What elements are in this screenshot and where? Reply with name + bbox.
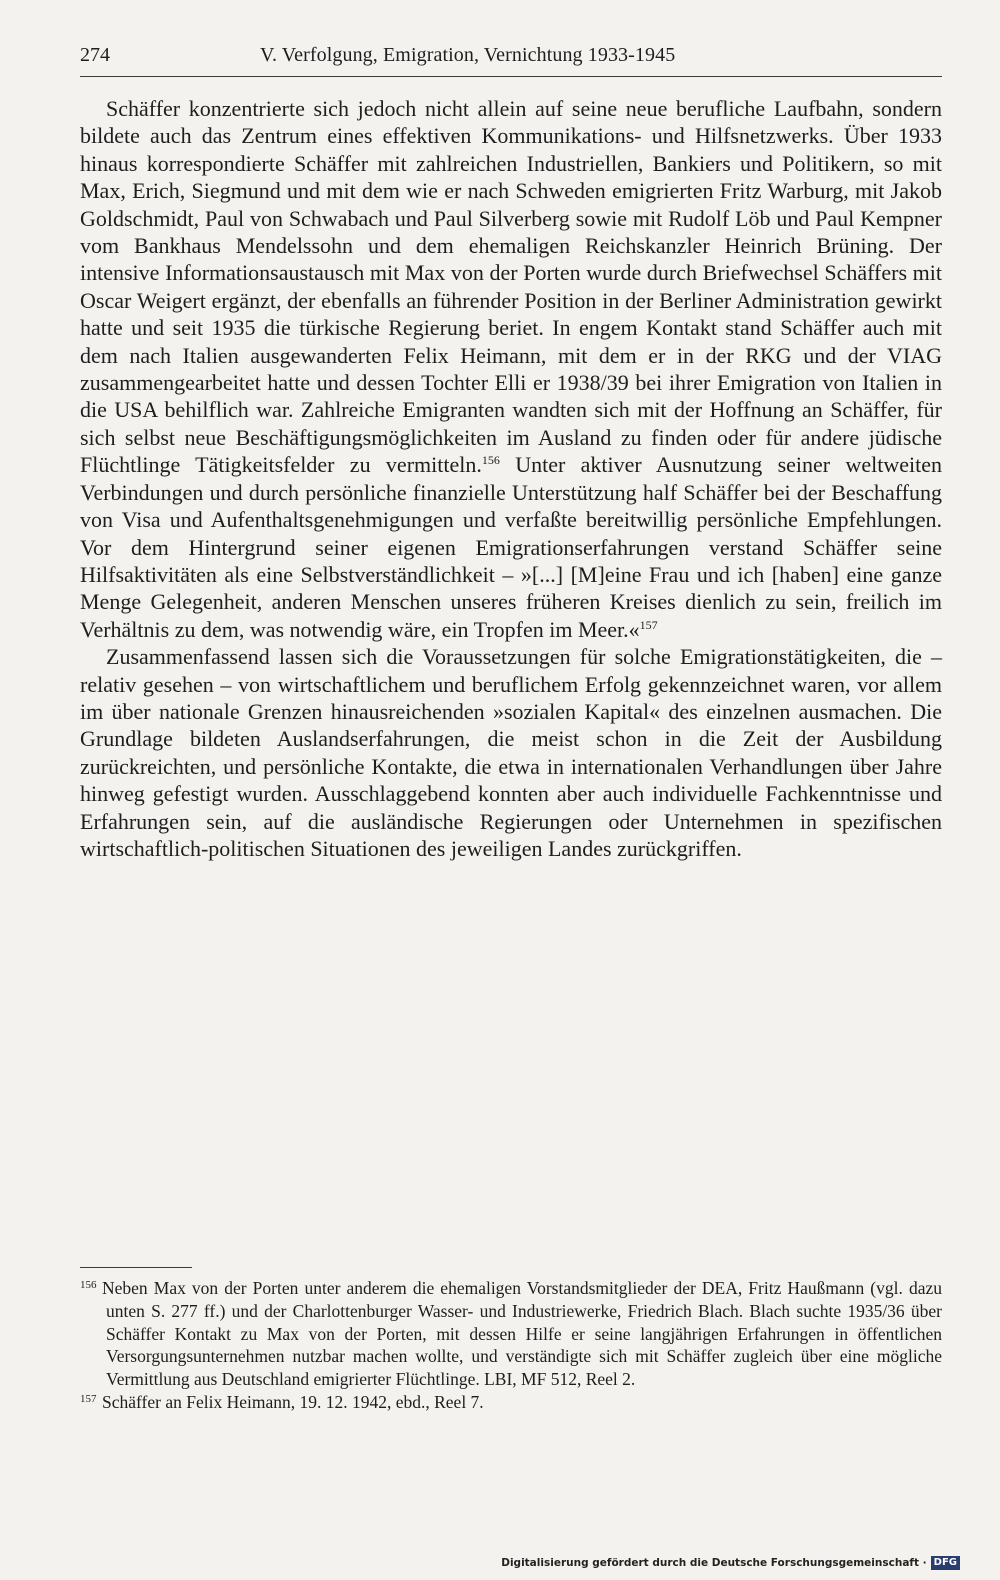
paragraph-text: Schäffer konzentrierte sich jedoch nicht allein auf seine neue berufliche Laufbahn, sondern bildete auch das Zentrum eines effektiven Kommunikations- und Hilfsnetzwerks. Über 1933 hinaus korrespondierte Schäffer mit zahlreichen Industriellen, Bankiers und Politikern, so mit Max, Erich, Siegmund und mit dem wie er nach Schweden emigrierten Fritz Warburg, mit Jakob Goldschmidt, Paul von Schwabach und Paul Silverberg sowie mit Rudolf Löb und Paul Kempner vom Bankhaus Mendelssohn und dem ehemaligen Reichskanzler Heinrich Brüning. Der intensive Informationsaustausch mit Max von der Porten wurde durch Briefwechsel Schäffers mit Oscar Weigert ergänzt, der ebenfalls an führender Position in der Berliner Administration gewirkt hatte und seit 1935 die türkische Regierung beriet. In engem Kontakt stand Schäffer auch mit dem nach Italien ausgewanderten Felix Heimann, mit dem er in der RKG und der VIAG zusammengearbeitet hatte und dessen Tochter Elli er 1938/39 bei ihrer Emigration von Italien in die USA behilflich war. Zahlreiche Emigranten wandten sich mit der Hoffnung an Schäffer, für sich selbst neue Beschäftigungsmöglichkeiten im Ausland zu finden oder für andere jüdische Flüchtlinge Tätigkeitsfelder zu vermitteln. <box>80 96 942 478</box>
footnote-ref[interactable]: 156 <box>481 453 500 468</box>
digitization-credit <box>501 1556 960 1570</box>
paragraph-text: Unter aktiver Ausnutzung seiner weltweiten Verbindungen und durch persönliche finanzielle Unterstützung half Schäffer bei der Beschaffung von Visa und Aufenthaltsgenehmigungen und verfaßte bereitwillig persönliche Empfehlungen. Vor dem Hintergrund seiner eigenen Emigrationserfahrungen verstand Schäffer seine Hilfsaktivitäten als eine Selbstverständlichkeit – »[...] [M]eine Frau und ich [haben] eine ganze Menge Gelegenheit, anderen Menschen unseres früheren Kreises dienlich zu sein, freilich im Verhältnis zu dem, was notwendig wäre, ein Tropfen im Meer.« <box>80 452 942 642</box>
paragraph: Zusammenfassend lassen sich die Voraussetzungen für solche Emigrationstätigkeiten, die – relativ gesehen – von wirtschaftlichem und beruflichem Erfolg gekennzeichnet waren, vor allem im über nationale Grenzen hinausreichenden »sozialen Kapital« des einzelnen ausmachen. Die Grundlage bildeten Auslandserfahrungen, die meist schon in die Zeit der Ausbildung zurückreichten, und persönliche Kontakte, die etwa in internationalen Verhandlungen über Jahre hinweg gefestigt wurden. Ausschlaggebend konnten aber auch individuelle Fachkenntnisse und Erfahrungen sein, auf die ausländische Regierungen oder Unternehmen in spezifischen wirtschaftlich-politischen Situationen des jeweiligen Landes zurückgriffen. <box>80 644 942 861</box>
running-title: V. Verfolgung, Emigration, Vernichtung 1933-1945 <box>260 44 676 66</box>
footnote: 156 Neben Max von der Porten unter anderem die ehemaligen Vorstandsmitglieder der DEA, Fritz Haußmann (vgl. dazu unten S. 277 ff.) und der Charlottenburger Wasser- und Industriewerke, Friedrich Blach. Blach suchte 1935/36 über Schäffer Kontakt zu Max von der Porten, mit dessen Hilfe er seine langjährigen Erfahrungen in öffentlichen Versorgungsunternehmen nutzbar machen wollte, und verständigte sich mit Schäffer zugleich über eine mögliche Vermittlung aus Deutschland emigrierter Flüchtlinge. LBI, MF 512, Reel 2. <box>80 1278 942 1390</box>
footnote-text: Schäffer an Felix Heimann, 19. 12. 1942, ebd., Reel 7. <box>102 1391 484 1412</box>
footnote-text: Neben Max von der Porten unter anderem die ehemaligen Vorstandsmitglieder der DEA, Fritz Haußmann (vgl. dazu unten S. 277 ff.) und der Charlottenburger Wasser- und Industriewerke, Friedrich Blach. Blach suchte 1935/36 über Schäffer Kontakt zu Max von der Porten, mit dessen Hilfe er seine langjährigen Erfahrungen in öffentlichen Versorgungsunternehmen nutzbar machen wollte, und verständigte sich mit Schäffer zugleich über eine mögliche Vermittlung aus Deutschland emigrierter Flüchtlinge. LBI, MF 512, Reel 2. <box>102 1278 942 1390</box>
footnote: 157 Schäffer an Felix Heimann, 19. 12. 1942, ebd., Reel 7. <box>80 1391 484 1412</box>
footnote-rule <box>80 1267 192 1268</box>
credit-text: Digitalisierung gefördert durch die Deutsche Forschungsgemeinschaft · <box>501 1557 927 1569</box>
header-rule <box>80 76 942 77</box>
page-number: 274 <box>80 44 110 66</box>
footnotes <box>80 1277 942 1414</box>
paragraph <box>80 95 942 643</box>
main-text <box>80 95 942 862</box>
dfg-logo: DFG <box>931 1556 960 1570</box>
footnote-ref[interactable]: 157 <box>639 617 658 632</box>
